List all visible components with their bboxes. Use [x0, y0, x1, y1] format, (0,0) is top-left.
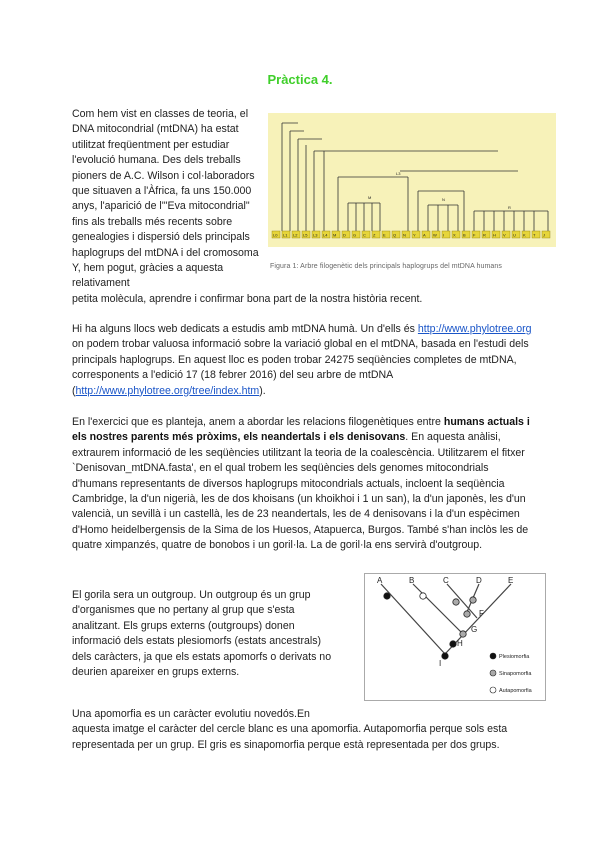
leaf-label-c: C [363, 232, 366, 238]
leaf-label-z: Z [373, 232, 376, 238]
clade-label-m: M [368, 195, 372, 200]
clade-label-n: N [442, 197, 445, 202]
leaf-label-l0: L0 [273, 232, 278, 238]
leaf-label-v: V [503, 232, 506, 238]
exercise-paragraph [72, 415, 532, 554]
plesiomorphy-mark-a [384, 593, 390, 599]
node-h: H [457, 639, 463, 648]
phylotree-paragraph [72, 322, 532, 399]
para2-text-b: on podem trobar valuosa informació sobre la variació global en el mtDNA, basada en l'estudi dels principals haplogrups. En aquest lloc es poden trobar 24275 seqüències completes de mtDNA, corresponents a l'edició 17 (18 febrer 2016) del seu arbre de mtDNA ( [72, 338, 529, 397]
para2-text-a: Hi ha alguns llocs web dedicats a estudis amb mtDNA humà. Un d'ells és [72, 323, 415, 335]
leaf-label-y: Y [413, 232, 416, 238]
taxon-e: E [508, 576, 514, 585]
node-g: G [471, 625, 478, 634]
leaf-label-l5: L5 [303, 232, 308, 238]
leaf-label-h: H [493, 232, 496, 238]
leaf-label-f: F [473, 232, 476, 238]
phylotree-link[interactable]: http://www.phylotree.org [417, 323, 532, 335]
leaf-label-w: W [433, 232, 437, 238]
synapomorphy-mark-f [464, 611, 470, 617]
leaf-label-b: B [463, 232, 466, 238]
leaf-label-g: G [353, 232, 357, 238]
intro-paragraph-cont: petita molècula, aprendre i confirmar bona part de la nostra història recent. [72, 293, 423, 305]
clade-label-r: R [508, 205, 511, 210]
legend-autapomorphy: Autapomorfia [499, 688, 532, 694]
taxon-b: B [409, 576, 415, 585]
leaf-label-t: T [533, 232, 536, 238]
leaf-label-d: D [343, 232, 346, 238]
apomorphy-paragraph [72, 707, 532, 753]
leaf-label-i: I [443, 232, 445, 238]
node-f: F [479, 609, 484, 618]
taxon-c: C [443, 576, 449, 585]
plesiomorphy-mark-h [450, 641, 456, 647]
leaf-label-l2: L2 [293, 232, 298, 238]
leaf-label-j: J [543, 232, 545, 238]
phylotree-tree-link[interactable]: http://www.phylotree.org/tree/index.htm [75, 384, 260, 397]
para2-text-c: ). [259, 384, 266, 397]
para5-rest: aquesta imatge el caràcter del cercle blanc es una apomorfia. Autapomorfia perque sols esta representada per un grup. El gris es sinapomorfia perque està representada per dos grups. [72, 723, 508, 751]
outgroup-paragraph: El gorila sera un outgroup. Un outgroup és un grup d'organismes que no pertany al grup que s'esta analitzant. Els grups externs (outgroups) donen informació dels estats plesiomorfs (estats ancestrals) dels caràcters, ja que els estats apomorfs o derivats no deurien apareixer en grups externs. [72, 589, 332, 679]
page-title: Pràctica 4. [267, 72, 333, 87]
autapomorphy-mark-b [420, 593, 426, 599]
leaf-label-r: R [483, 232, 486, 238]
cladogram-svg [365, 574, 545, 700]
node-i: I [439, 659, 442, 668]
leaf-label-x: X [453, 232, 456, 238]
legend-plesiomorphy: Plesiomorfia [499, 654, 530, 660]
figure1-caption: Figura 1: Arbre filogenètic dels principals haplogrups del mtDNA humans [270, 263, 502, 270]
para3-bold: humans actuals i els nostres parents més pròxims, els neandertals i els denisovans [72, 416, 530, 444]
taxon-a: A [377, 576, 383, 585]
leaf-row [272, 231, 550, 238]
leaf-label-l1: L1 [283, 232, 288, 238]
leaf-label-q: Q [393, 232, 397, 238]
para3-intro: En l'exercici que es planteja, anem a abordar les relacions filogenètiques entre [72, 416, 441, 428]
leaf-label-u: U [513, 232, 516, 238]
leaf-label-e: E [383, 232, 386, 238]
synapomorphy-mark-g [460, 631, 466, 637]
leaf-label-l3: L3 [313, 232, 318, 238]
synapomorphy-mark-d [470, 597, 476, 603]
cladogram-figure [364, 573, 546, 701]
synapomorphy-mark-c [453, 599, 459, 605]
mtdna-tree-svg [268, 113, 556, 247]
plesiomorphy-mark-i [442, 653, 448, 659]
taxon-d: D [476, 576, 482, 585]
legend-synapomorphy: Sinapomorfia [499, 671, 532, 677]
leaf-label-a: A [423, 232, 426, 238]
mtdna-tree-figure [268, 113, 556, 247]
leaf-label-l4: L4 [323, 232, 328, 238]
clade-label-l3: L3 [396, 171, 401, 176]
leaf-label-n: N [403, 232, 406, 238]
leaf-label-k: K [523, 232, 526, 238]
intro-paragraph: Com hem vist en classes de teoria, el DNA mitocondrial (mtDNA) ha estat utilitzat freqüentment per estudiar l'evolució humana. Des dels treballs pioners de A.C. Wilson i col·laboradors que situaven a l'Àfrica, fa uns 150.000 anys, l'aparició de l'"Eva mitocondrial" fins als treballs més recents sobre genealogies i dispersió dels principals haplogrups del mtDNA i del cromosoma Y, hem pogut, gràcies a aquesta relativament [72, 108, 259, 290]
para5-line1: Una apomorfia es un caràcter evolutiu novedós.En [72, 708, 310, 720]
leaf-label-m: M [333, 232, 337, 238]
para3-rest: . En aquesta anàlisi, extraurem informació de les seqüències utilitzant la teoria de la coalescència. Utilitzarem el fitxer `Denisovan_mtDNA.fasta', en el qual trobem les seqüències dels genomes mitocondrials d'humans representants de diversos haplogrups mitocondrials actuals, incloent la seqüència Cambridge, la d'un nigerià, les de dos khoisans (un khoikhoi i 1 un san), la d'un japonès, les d'un valencià, un sevillà i un castellà, les de 23 neandertals, les de 4 denisovans i la d'un espècimen d'Homo heidelbergensis de la Sima de los Huesos, Atapuerca, Burgos. També s'han inclòs les de quatre ximpanzés, quatre de bonobos i un goril·la. La de goril·la ens servirà d'outgroup. [72, 431, 529, 552]
